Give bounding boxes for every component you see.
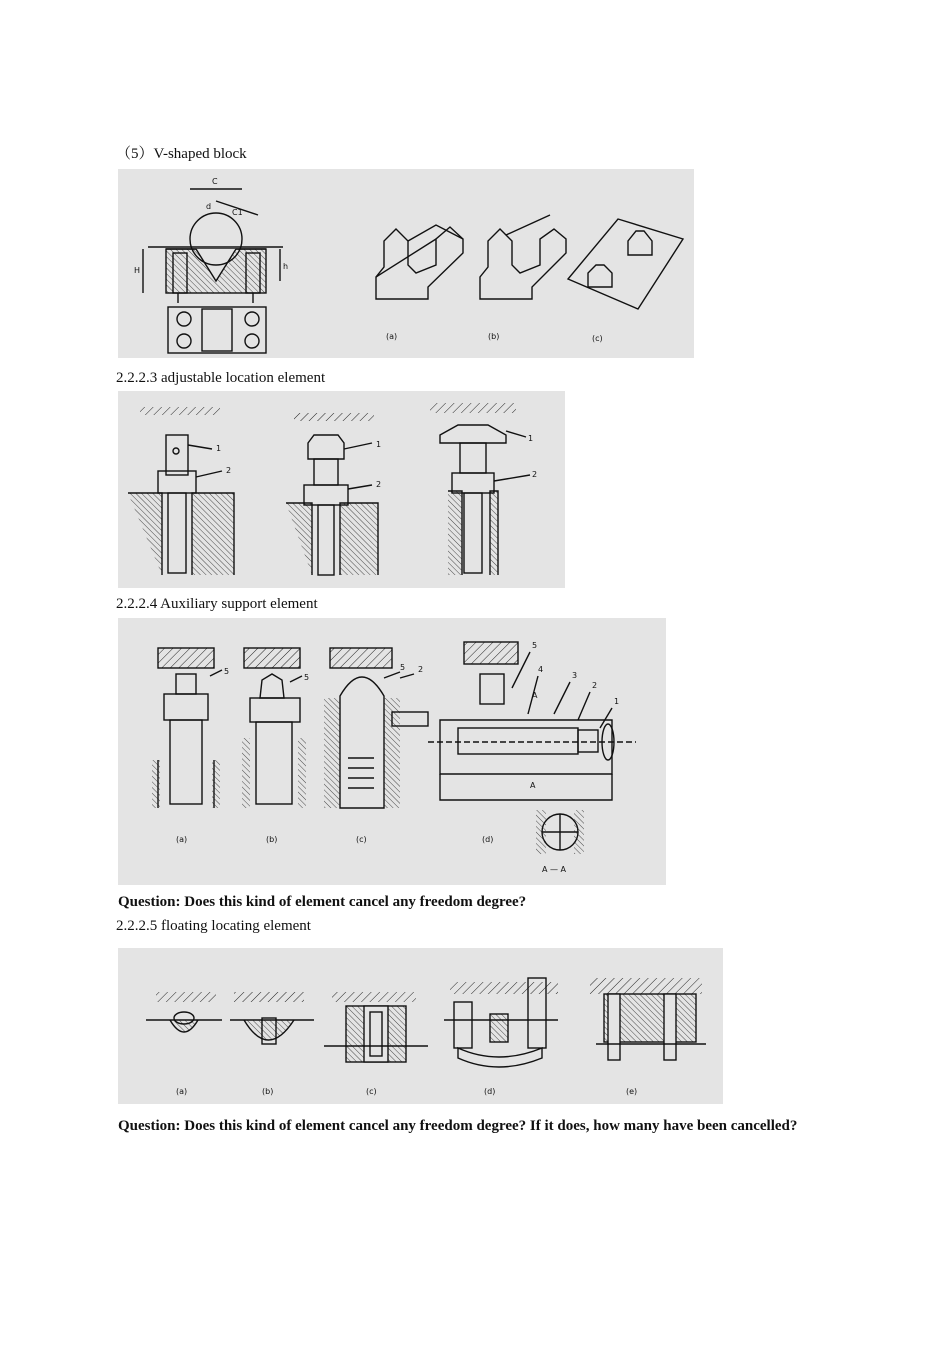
callout-a-top: A [532,691,538,700]
label-d: (d) [484,1087,496,1096]
callout-2c: 2 [532,470,538,479]
heading-adjustable: 2.2.2.3 adjustable location element [116,370,326,386]
label-c: (c) [592,334,603,343]
figure-auxiliary [118,618,666,885]
label-e: (e) [626,1087,638,1096]
callout-2c: 2 [418,665,424,674]
label-b: (b) [488,332,500,341]
label-a: (a) [176,835,188,844]
callout-5c: 5 [400,663,406,672]
callout-1d: 1 [614,697,620,706]
label-d: (d) [482,835,494,844]
question-auxiliary: Question: Does this kind of element cancel any freedom degree? [118,894,527,910]
callout-4d: 4 [538,665,544,674]
callout-1c: 1 [528,434,534,443]
heading-floating: 2.2.2.5 floating locating element [116,918,311,934]
callout-5a: 5 [224,667,230,676]
callout-1a: 1 [216,444,222,453]
svg-text:C: C [212,177,218,186]
heading-auxiliary: 2.2.2.4 Auxiliary support element [116,596,318,612]
label-b: (b) [266,835,278,844]
callout-2a: 2 [226,466,232,475]
callout-3d: 3 [572,671,578,680]
heading-v-block: （5）V-shaped block [116,146,247,162]
figure-floating [118,948,723,1104]
svg-text:h: h [283,262,289,271]
callout-5b: 5 [304,673,310,682]
svg-text:C1: C1 [232,208,243,217]
callout-a-bottom: A [530,781,536,790]
label-a: (a) [386,332,398,341]
label-c: (c) [356,835,367,844]
question-floating: Question: Does this kind of element cancel any freedom degree? If it does, how many have been cancelled? [118,1118,798,1134]
svg-text:H: H [134,266,141,275]
callout-5d: 5 [532,641,538,650]
label-a: (a) [176,1087,188,1096]
callout-2b: 2 [376,480,382,489]
figure-v-block [118,169,694,358]
figure-adjustable [118,391,565,588]
label-c: (c) [366,1087,377,1096]
svg-text:d: d [206,202,212,211]
label-b: (b) [262,1087,274,1096]
callout-2d: 2 [592,681,598,690]
label-section-aa: A — A [542,865,567,874]
callout-1b: 1 [376,440,382,449]
